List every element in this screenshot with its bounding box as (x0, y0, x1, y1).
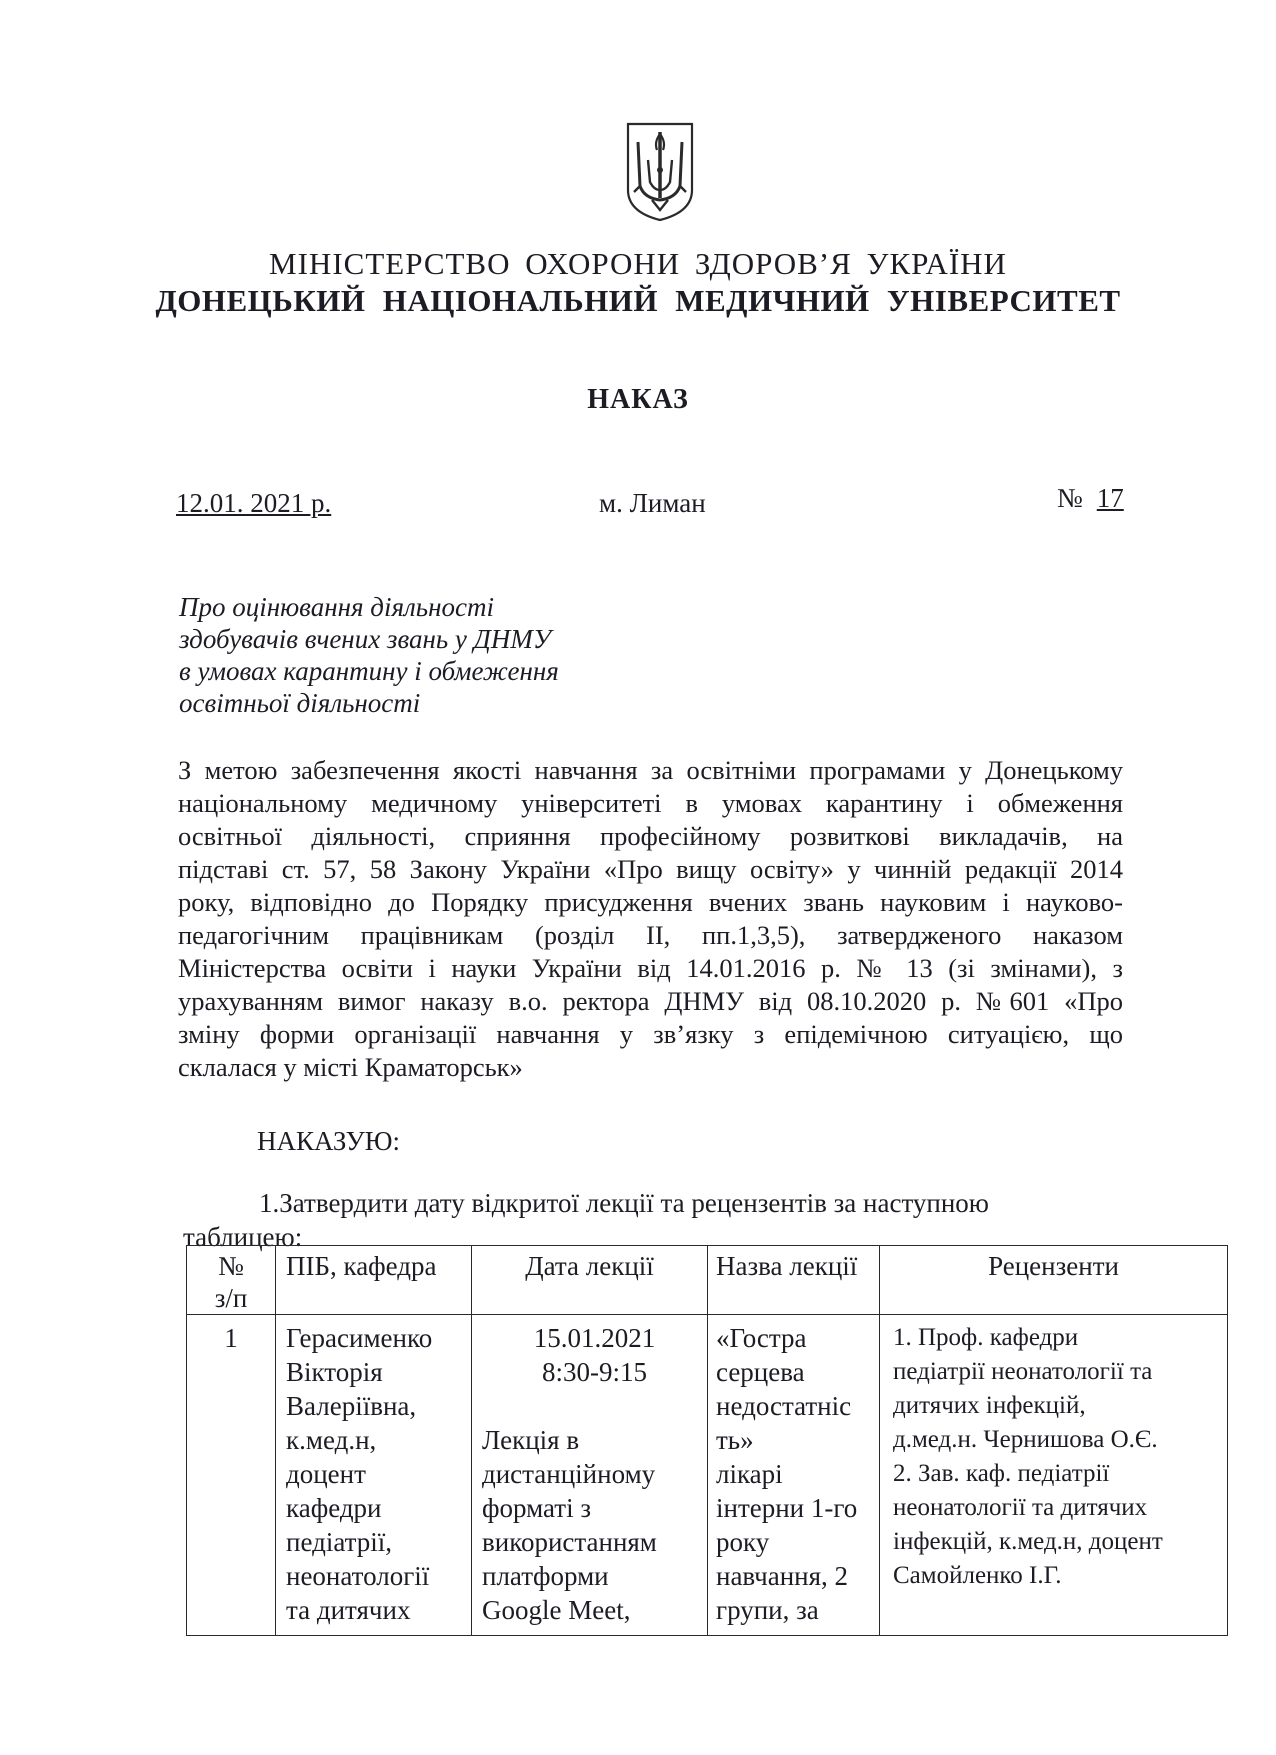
cell-line: платформи (482, 1561, 609, 1591)
header-name: ПІБ, кафедра (276, 1246, 472, 1315)
cell-line: Самойленко І.Г. (893, 1562, 1062, 1589)
cell-line: Валеріївна, (286, 1391, 417, 1421)
order-number (1057, 483, 1124, 514)
preamble-line: урахуванням вимог наказу в.о. ректора ДНМУ від 08.10.2020 р. №601 «Про (178, 986, 1123, 1016)
preamble-line: педагогічним працівникам (розділ II, пп.1,3,5), затвердженого наказом (178, 920, 1123, 950)
cell-line: педіатрії неонатології та (893, 1358, 1153, 1385)
cell-line: інтерни 1-го (716, 1493, 858, 1523)
order-title: НАКАЗ (587, 384, 689, 415)
preamble-paragraph (178, 754, 1123, 1084)
cell-line: 8:30-9:15 (542, 1357, 647, 1387)
lecture-table (186, 1245, 1228, 1636)
cell-line: 1. Проф. кафедри (893, 1324, 1079, 1351)
cell-line: групи, за (716, 1595, 819, 1625)
cell-line: д.мед.н. Чернишова О.Є. (893, 1426, 1158, 1453)
preamble-line: року, відповідно до Порядку присудження вчених звань науковим і науково- (178, 887, 1123, 917)
cell-line: та дитячих (286, 1595, 411, 1625)
order-item-1: 1.Затвердити дату відкритої лекції та рецензентів за наступною (259, 1188, 989, 1218)
order-date: 12.01. 2021 р. (176, 488, 332, 518)
cell-line: доцент (286, 1459, 366, 1489)
cell-line: Лекція в (482, 1425, 580, 1455)
subject-line: Про оцінювання діяльності (179, 592, 494, 622)
cell-line: кафедри (286, 1493, 382, 1523)
cell-name (276, 1315, 472, 1636)
trident-icon (624, 120, 696, 224)
table-header-row (187, 1246, 1228, 1315)
order-number-value: 17 (1096, 483, 1124, 513)
cell-line: Герасименко (286, 1323, 433, 1353)
preamble-line: національному медичному університеті в умовах карантину і обмеження (178, 788, 1123, 818)
preamble-line: освітньої діяльності, сприяння професійному розвиткові викладачів, на (178, 821, 1123, 851)
cell-line: використанням (482, 1527, 657, 1557)
cell-line: к.мед.н, (286, 1425, 377, 1455)
cell-line: 2. Зав. каф. педіатрії (893, 1460, 1110, 1487)
header-number-line: з/п (214, 1283, 248, 1313)
cell-number: 1 (187, 1315, 276, 1636)
cell-line: «Гостра (716, 1323, 807, 1353)
subject-line: здобувачів вчених звань у ДНМУ (179, 624, 552, 654)
cell-title (708, 1315, 880, 1636)
table-row (187, 1315, 1228, 1636)
header-date: Дата лекції (472, 1246, 708, 1315)
cell-line: дитячих інфекцій, (893, 1392, 1086, 1419)
subject-line: в умовах карантину і обмеження (179, 656, 559, 686)
cell-line: ть» (716, 1425, 754, 1455)
cell-line: дистанційному (482, 1459, 656, 1489)
cell-line: неонатології (286, 1561, 430, 1591)
order-city: м. Лиман (599, 488, 706, 518)
orders-heading: НАКАЗУЮ: (257, 1126, 401, 1156)
cell-reviewers (880, 1315, 1228, 1636)
preamble-line: склалася у місті Краматорськ» (178, 1052, 523, 1082)
cell-line: форматі з (482, 1493, 591, 1523)
cell-line: педіатрії, (286, 1527, 392, 1557)
subject-line: освітньої діяльності (179, 688, 421, 718)
cell-line: неонатології та дитячих (893, 1494, 1148, 1521)
order-number-prefix: № (1057, 483, 1083, 513)
cell-date (472, 1315, 708, 1636)
header-number-line: № (218, 1251, 244, 1281)
cell-line: Вікторія (286, 1357, 383, 1387)
order-subject (179, 591, 559, 719)
cell-line: навчання, 2 (716, 1561, 849, 1591)
preamble-line: підставі ст. 57, 58 Закону України «Про вищу освіту» у чинній редакції 2014 (178, 854, 1123, 884)
cell-line: серцева (716, 1357, 805, 1387)
preamble-line: Міністерства освіти і науки України від 14.01.2016 р. № 13 (зі змінами), з (178, 953, 1123, 983)
header-reviewers: Рецензенти (880, 1246, 1228, 1315)
preamble-line: З метою забезпечення якості навчання за освітніми програмами у Донецькому (178, 755, 1123, 785)
header-number (187, 1246, 276, 1315)
preamble-line: зміну форми організації навчання у зв’язку з епідемічною ситуацією, що (178, 1019, 1123, 1049)
cell-line: року (716, 1527, 770, 1557)
cell-line: Google Meet, (482, 1595, 631, 1625)
cell-line: інфекцій, к.мед.н, доцент (893, 1528, 1163, 1555)
ministry-name: МІНІСТЕРСТВО ОХОРОНИ ЗДОРОВ’Я УКРАЇНИ (269, 246, 1007, 281)
header-title: Назва лекції (708, 1246, 880, 1315)
cell-line: 15.01.2021 (533, 1323, 656, 1353)
cell-line: недостатніс (716, 1391, 852, 1421)
cell-line: лікарі (716, 1459, 783, 1489)
order-item-1-continuation: таблицею: (183, 1222, 303, 1252)
university-name: ДОНЕЦЬКИЙ НАЦІОНАЛЬНИЙ МЕДИЧНИЙ УНІВЕРСИТЕТ (155, 283, 1121, 318)
coat-of-arms-emblem (624, 120, 696, 224)
